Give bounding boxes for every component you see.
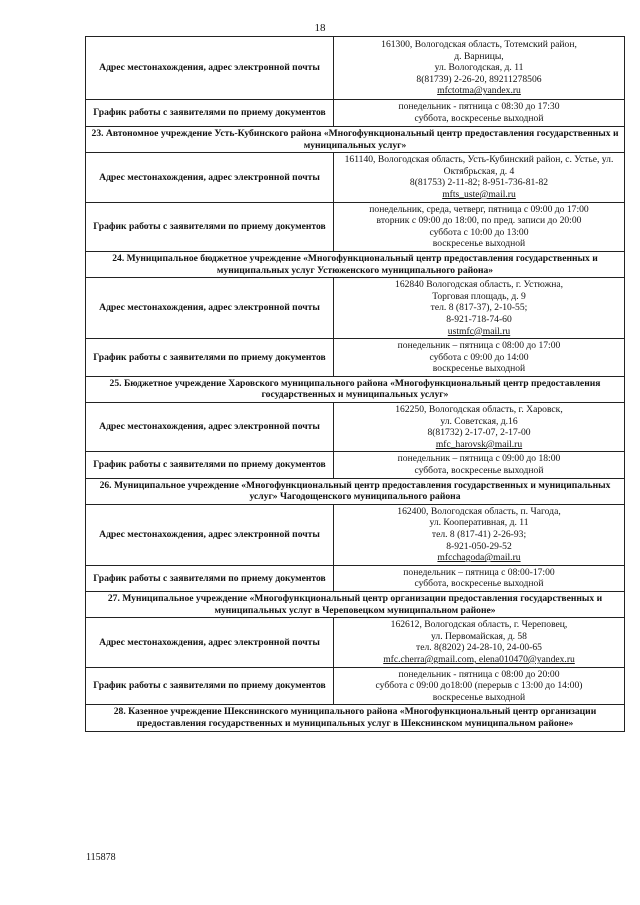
schedule-label: График работы с заявителями по приему документов bbox=[86, 565, 334, 591]
address-label: Адрес местонахождения, адрес электронной почты bbox=[86, 278, 334, 339]
email-link[interactable]: ustmfc@mail.ru bbox=[447, 325, 511, 337]
email-link[interactable]: mfc.cherra@gmail.com, elena010470@yandex.ru bbox=[383, 653, 575, 665]
section-title: 24. Муниципальное бюджетное учреждение «Многофункциональный центр предоставления государственных и муниципальных услуг Устюженского муниципального района» bbox=[86, 251, 625, 277]
address-row bbox=[86, 37, 625, 100]
schedule-line: суббота, воскресенье выходной bbox=[414, 113, 544, 124]
address-line: 161140, Вологодская область, Усть-Кубинский район, с. Устье, ул. Октябрьская, д. 4 bbox=[344, 154, 614, 177]
schedule-line: понедельник – пятница с 09:00 до 18:00 bbox=[397, 453, 561, 465]
schedule-row bbox=[86, 452, 625, 478]
address-line: ул. Советская, д.16 bbox=[440, 415, 518, 427]
schedule-value bbox=[334, 202, 625, 251]
schedule-line: понедельник - пятница с 08:00 до 20:00 bbox=[398, 668, 560, 680]
section-title: 26. Муниципальное учреждение «Многофункциональный центр предоставления государственных и муниципальных услуг» Чагодощенского муниципального района bbox=[86, 478, 625, 504]
address-label: Адрес местонахождения, адрес электронной почты bbox=[86, 403, 334, 452]
address-label: Адрес местонахождения, адрес электронной почты bbox=[86, 618, 334, 667]
schedule-line: суббота с 10:00 до 13:00 bbox=[429, 226, 529, 238]
section-header-row bbox=[86, 705, 625, 731]
schedule-label: График работы с заявителями по приему документов bbox=[86, 100, 334, 127]
schedule-row bbox=[86, 202, 625, 251]
address-line: ул. Первомайская, д. 58 bbox=[431, 630, 527, 642]
phone-line: 8-921-050-29-52 bbox=[446, 540, 512, 552]
email-link[interactable]: mfcchagoda@mail.ru bbox=[437, 552, 521, 564]
schedule-row bbox=[86, 565, 625, 591]
section-title: 28. Казенное учреждение Шекснинского муниципального района «Многофункциональный центр организации предоставления государственных и муниципальных услуг в Шекснинском муниципальном районе» bbox=[86, 705, 625, 731]
address-label: Адрес местонахождения, адрес электронной почты bbox=[86, 504, 334, 565]
address-value bbox=[334, 618, 625, 667]
phone-line: 8(81732) 2-17-07, 2-17-00 bbox=[427, 427, 531, 439]
address-value bbox=[334, 153, 625, 202]
phone-line: 8(81753) 2-11-82; 8-951-736-81-82 bbox=[409, 177, 549, 189]
schedule-line: понедельник - пятница с 08:30 до 17:30 bbox=[398, 101, 560, 113]
address-line: ул. Кооперативная, д. 11 bbox=[429, 517, 529, 529]
section-title: 27. Муниципальное учреждение «Многофункциональный центр организации предоставления государственных и муниципальных услуг в Череповецком муниципальном районе» bbox=[86, 591, 625, 617]
schedule-row bbox=[86, 100, 625, 127]
schedule-value bbox=[334, 339, 625, 377]
address-row bbox=[86, 504, 625, 565]
schedule-value bbox=[334, 452, 625, 478]
address-value bbox=[334, 504, 625, 565]
schedule-line: вторник с 09:00 до 18:00, по пред. записи до 20:00 bbox=[376, 215, 582, 227]
schedule-line: понедельник – пятница с 08:00-17:00 bbox=[403, 566, 555, 578]
email-link[interactable]: mfts_uste@mail.ru bbox=[442, 188, 516, 200]
schedule-line: воскресенье выходной bbox=[432, 363, 526, 375]
address-row bbox=[86, 278, 625, 339]
address-line: 162840 Вологодская область, г. Устюжна, bbox=[395, 279, 563, 291]
schedule-label: График работы с заявителями по приему документов bbox=[86, 202, 334, 251]
phone-line: тел. 8 (817-41) 2-26-93; bbox=[431, 529, 527, 540]
schedule-value bbox=[334, 667, 625, 705]
address-label: Адрес местонахождения, адрес электронной почты bbox=[86, 37, 334, 100]
section-title: 23. Автономное учреждение Усть-Кубинского района «Многофункциональный центр предоставления государственных и муниципальных услуг» bbox=[86, 127, 625, 153]
schedule-value bbox=[334, 100, 625, 127]
schedule-label: График работы с заявителями по приему документов bbox=[86, 339, 334, 377]
email-link[interactable]: mfctotma@yandex.ru bbox=[437, 85, 521, 97]
schedule-label: График работы с заявителями по приему документов bbox=[86, 452, 334, 478]
section-header-row bbox=[86, 251, 625, 277]
schedule-value bbox=[334, 565, 625, 591]
address-line: 161300, Вологодская область, Тотемский район, bbox=[381, 39, 577, 51]
section-title: 25. Бюджетное учреждение Харовского муниципального района «Многофункциональный центр предоставления государственных и муниципальных услуг» bbox=[86, 376, 625, 402]
address-value bbox=[334, 403, 625, 452]
page-number: 18 bbox=[314, 22, 326, 34]
schedule-row bbox=[86, 667, 625, 705]
address-line: 162612, Вологодская область, г. Череповец, bbox=[390, 619, 568, 631]
schedule-line: суббота, воскресенье выходной bbox=[414, 578, 544, 590]
phone-line: тел. 8 (817-37), 2-10-55; bbox=[430, 302, 528, 314]
schedule-label: График работы с заявителями по приему документов bbox=[86, 667, 334, 705]
address-line: д. Варницы, bbox=[454, 50, 504, 62]
schedule-row bbox=[86, 339, 625, 377]
address-row bbox=[86, 403, 625, 452]
address-row bbox=[86, 153, 625, 202]
mfc-directory-table bbox=[85, 36, 625, 732]
phone-line: 8-921-718-74-60 bbox=[446, 313, 512, 325]
schedule-line: понедельник – пятница с 08:00 до 17:00 bbox=[397, 340, 561, 352]
schedule-line: суббота, воскресенье выходной bbox=[414, 465, 544, 477]
address-line: ул. Вологодская, д. 11 bbox=[434, 62, 524, 74]
address-label: Адрес местонахождения, адрес электронной почты bbox=[86, 153, 334, 202]
schedule-line: понедельник, среда, четверг, пятница с 09:00 до 17:00 bbox=[369, 203, 589, 215]
section-header-row bbox=[86, 591, 625, 617]
schedule-line: суббота с 09:00 до18:00 (перерыв с 13:00 до 14:00) bbox=[375, 680, 583, 692]
address-line: Торговая площадь, д. 9 bbox=[432, 290, 526, 302]
address-value bbox=[334, 37, 625, 100]
document-code: 115878 bbox=[86, 852, 116, 863]
section-header-row bbox=[86, 478, 625, 504]
address-row bbox=[86, 618, 625, 667]
schedule-line: воскресенье выходной bbox=[432, 238, 526, 250]
address-line: 162400, Вологодская область, п. Чагода, bbox=[397, 505, 561, 517]
address-value bbox=[334, 278, 625, 339]
phone-line: 8(81739) 2-26-20, 89211278506 bbox=[416, 73, 542, 85]
address-line: 162250, Вологодская область, г. Харовск, bbox=[395, 404, 563, 416]
phone-line: тел. 8(8202) 24-28-10, 24-00-65 bbox=[416, 642, 542, 654]
schedule-line: суббота с 09:00 до 14:00 bbox=[429, 351, 529, 363]
schedule-line: воскресенье выходной bbox=[432, 691, 526, 703]
email-link[interactable]: mfc_harovsk@mail.ru bbox=[435, 438, 523, 450]
section-header-row bbox=[86, 376, 625, 402]
section-header-row bbox=[86, 127, 625, 153]
